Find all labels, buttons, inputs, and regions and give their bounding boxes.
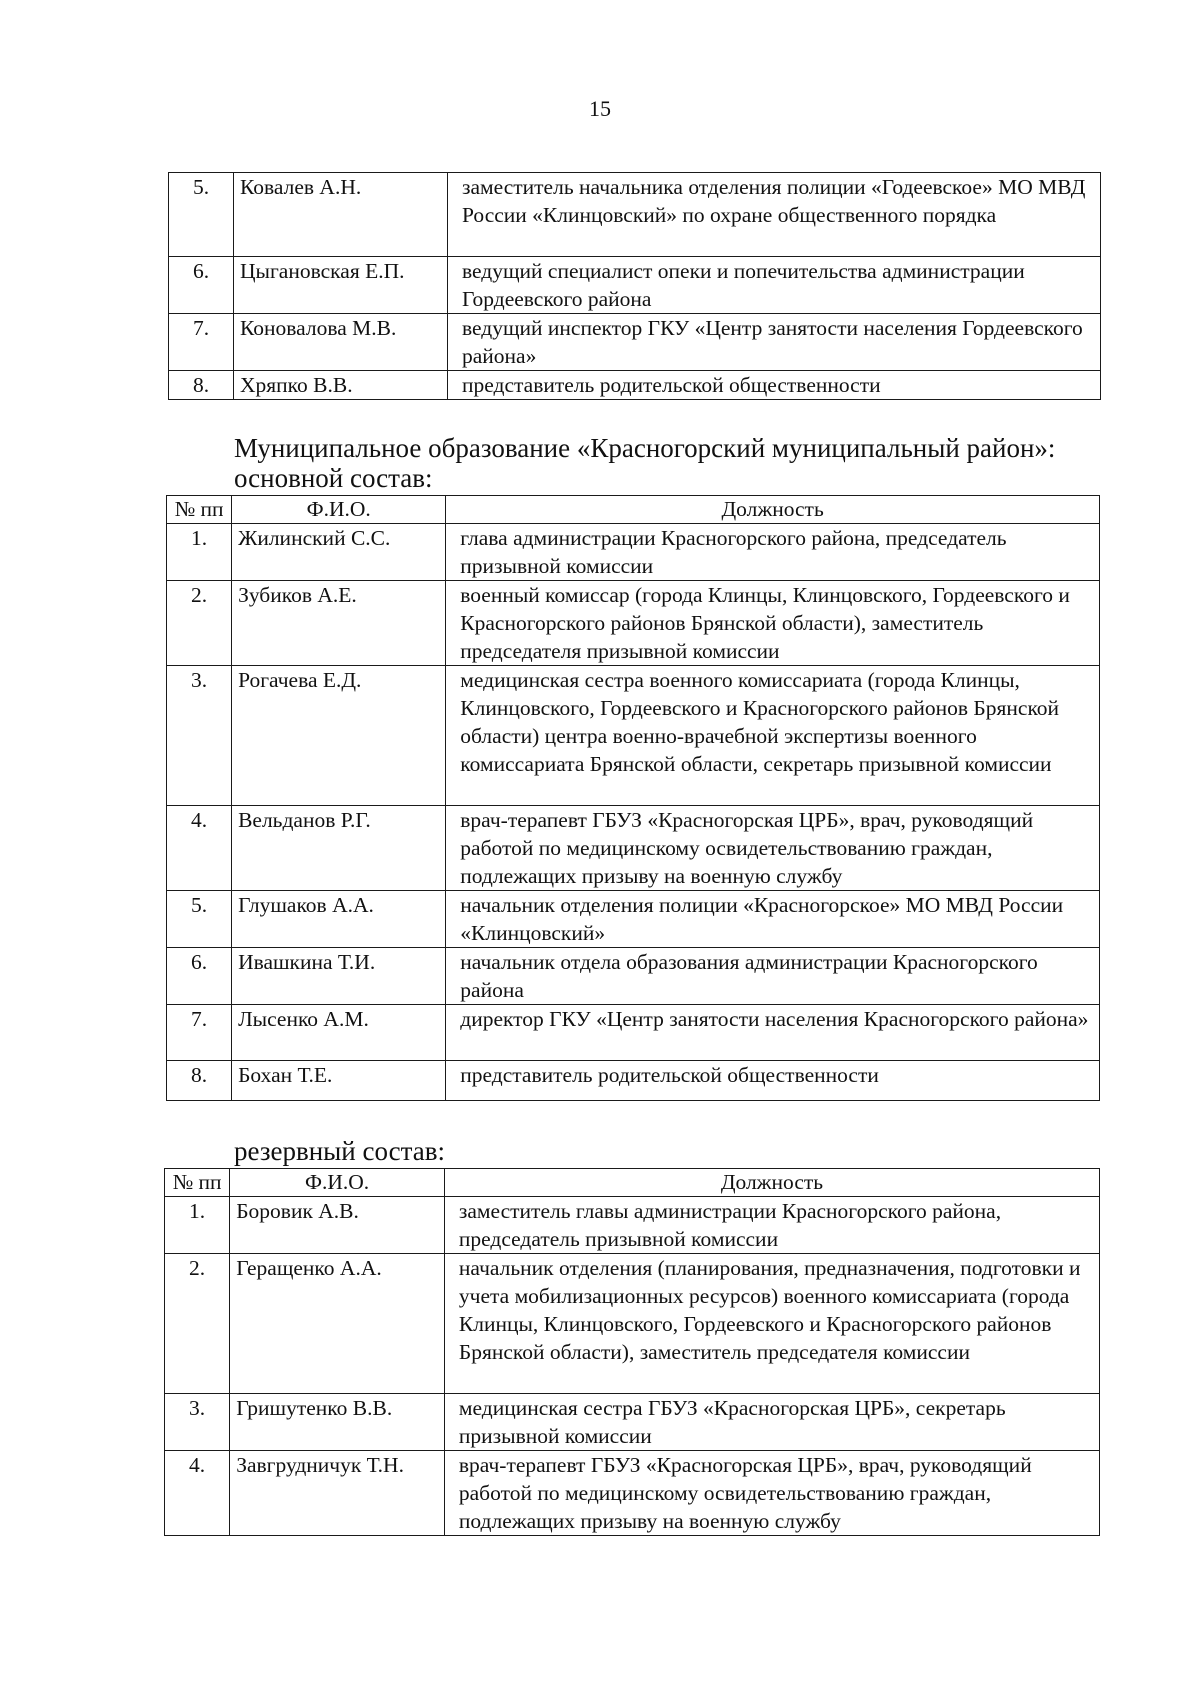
header-number: № пп: [165, 1169, 230, 1197]
reserve-composition-table: [164, 1168, 1100, 1536]
row-name: Лысенко А.М.: [232, 1005, 446, 1061]
row-number: 1.: [165, 1197, 230, 1254]
row-position: медицинская сестра военного комиссариата (города Клинцы, Клинцовского, Гордеевского и Красногорского районов Брянской области) центра военно-врачебной экспертизы военного комиссариата Брянской области, секретарь призывной комиссии: [446, 666, 1100, 806]
table-row: [165, 1451, 1100, 1536]
row-position: медицинская сестра ГБУЗ «Красногорская ЦРБ», секретарь призывной комиссии: [444, 1394, 1099, 1451]
page-number: 15: [589, 96, 611, 121]
row-name: Цыгановская Е.П.: [234, 257, 448, 314]
table-row: [167, 524, 1100, 581]
row-name: Гришутенко В.В.: [230, 1394, 445, 1451]
continuation-table: [168, 172, 1101, 400]
row-number: 6.: [167, 948, 232, 1005]
row-position: заместитель главы администрации Красногорского района, председатель призывной комиссии: [444, 1197, 1099, 1254]
row-name: Боровик А.В.: [230, 1197, 445, 1254]
section-main-title-line2: основной состав:: [234, 463, 433, 493]
row-number: 3.: [167, 666, 232, 806]
row-name: Хряпко В.В.: [234, 371, 448, 400]
row-position: начальник отделения (планирования, предназначения, подготовки и учета мобилизационных ресурсов) военного комиссариата (города Клинцы, Клинцовского, Гордеевского и Красногорского районов Брянской области), заместитель председателя комиссии: [444, 1254, 1099, 1394]
table-row: [167, 806, 1100, 891]
row-name: Коновалова М.В.: [234, 314, 448, 371]
row-name: Глушаков А.А.: [232, 891, 446, 948]
row-name: Геращенко А.А.: [230, 1254, 445, 1394]
row-position: директор ГКУ «Центр занятости населения Красногорского района»: [446, 1005, 1100, 1061]
row-number: 5.: [169, 173, 234, 257]
row-number: 3.: [165, 1394, 230, 1451]
row-number: 6.: [169, 257, 234, 314]
table-row: [165, 1394, 1100, 1451]
row-position: начальник отдела образования администрации Красногорского района: [446, 948, 1100, 1005]
table-row: [167, 581, 1100, 666]
row-number: 2.: [165, 1254, 230, 1394]
row-name: Рогачева Е.Д.: [232, 666, 446, 806]
table-row: [169, 371, 1101, 400]
row-number: 7.: [167, 1005, 232, 1061]
header-position: Должность: [446, 496, 1100, 524]
header-position: Должность: [444, 1169, 1099, 1197]
row-position: глава администрации Красногорского района, председатель призывной комиссии: [446, 524, 1100, 581]
row-number: 5.: [167, 891, 232, 948]
section-main-title-line1: Муниципальное образование «Красногорский муниципальный район»:: [234, 433, 1056, 463]
row-position: военный комиссар (города Клинцы, Клинцовского, Гордеевского и Красногорского районов Брянской области), заместитель председателя призывной комиссии: [446, 581, 1100, 666]
table-row: [167, 1061, 1100, 1101]
table-row: [167, 948, 1100, 1005]
row-position: врач-терапевт ГБУЗ «Красногорская ЦРБ», врач, руководящий работой по медицинскому освидетельствованию граждан, подлежащих призыву на военную службу: [444, 1451, 1099, 1536]
row-position: заместитель начальника отделения полиции «Годеевское» МО МВД России «Клинцовский» по охране общественного порядка: [448, 173, 1101, 257]
row-position: ведущий специалист опеки и попечительства администрации Гордеевского района: [448, 257, 1101, 314]
table-row: [167, 666, 1100, 806]
table-row: [167, 891, 1100, 948]
row-name: Вельданов Р.Г.: [232, 806, 446, 891]
table-row: [169, 173, 1101, 257]
header-number: № пп: [167, 496, 232, 524]
row-position: представитель родительской общественности: [446, 1061, 1100, 1101]
row-position: представитель родительской общественности: [448, 371, 1101, 400]
row-number: 4.: [167, 806, 232, 891]
row-number: 2.: [167, 581, 232, 666]
table-header-row: [165, 1169, 1100, 1197]
table-header-row: [167, 496, 1100, 524]
table-row: [165, 1197, 1100, 1254]
row-position: ведущий инспектор ГКУ «Центр занятости населения Гордеевского района»: [448, 314, 1101, 371]
row-number: 1.: [167, 524, 232, 581]
row-number: 4.: [165, 1451, 230, 1536]
table-row: [169, 257, 1101, 314]
row-number: 8.: [169, 371, 234, 400]
row-number: 8.: [167, 1061, 232, 1101]
row-name: Бохан Т.Е.: [232, 1061, 446, 1101]
header-name: Ф.И.О.: [230, 1169, 445, 1197]
row-name: Зубиков А.Е.: [232, 581, 446, 666]
row-name: Ивашкина Т.И.: [232, 948, 446, 1005]
header-name: Ф.И.О.: [232, 496, 446, 524]
main-composition-table: [166, 495, 1100, 1101]
table-row: [169, 314, 1101, 371]
row-number: 7.: [169, 314, 234, 371]
row-name: Ковалев А.Н.: [234, 173, 448, 257]
section-reserve-title: резервный состав:: [234, 1136, 446, 1166]
table-row: [165, 1254, 1100, 1394]
row-position: начальник отделения полиции «Красногорское» МО МВД России «Клинцовский»: [446, 891, 1100, 948]
row-name: Завгрудничук Т.Н.: [230, 1451, 445, 1536]
table-row: [167, 1005, 1100, 1061]
row-position: врач-терапевт ГБУЗ «Красногорская ЦРБ», врач, руководящий работой по медицинскому освидетельствованию граждан, подлежащих призыву на военную службу: [446, 806, 1100, 891]
row-name: Жилинский С.С.: [232, 524, 446, 581]
